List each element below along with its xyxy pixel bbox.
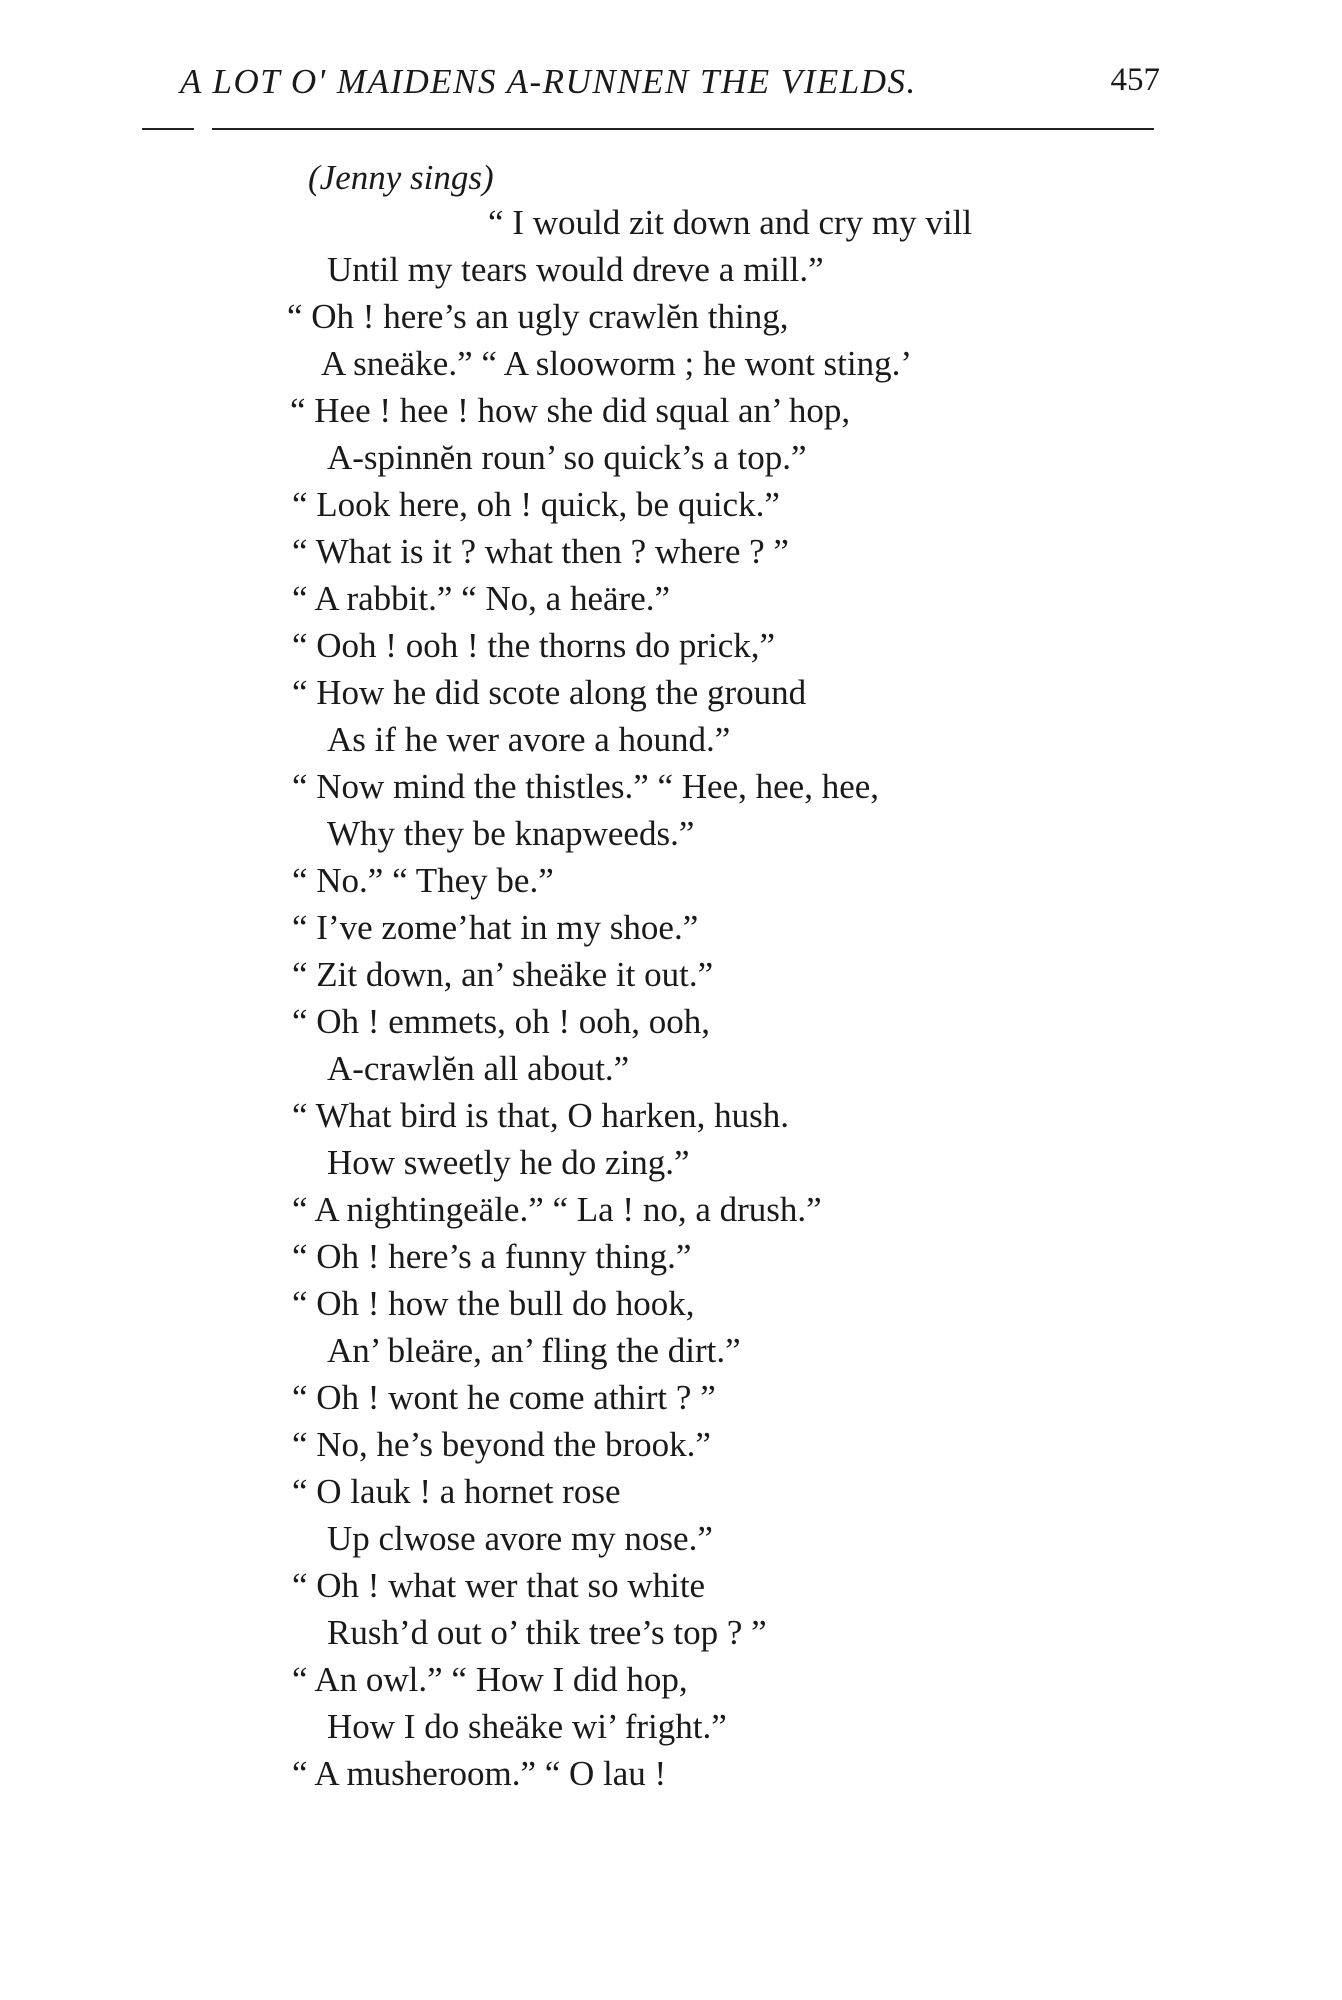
poem-line: “ A nightingeäle.” “ La ! no, a drush.” xyxy=(292,1190,822,1229)
poem-line: A-spinnĕn roun’ so quick’s a top.” xyxy=(327,438,807,477)
poem-line: Rush’d out o’ thik tree’s top ? ” xyxy=(327,1613,767,1652)
poem-line: A sneäke.” “ A slooworm ; he wont sting.’ xyxy=(321,344,913,383)
poem-line: “ No.” “ They be.” xyxy=(292,861,554,900)
poem-line: An’ bleäre, an’ fling the dirt.” xyxy=(327,1331,741,1370)
poem-line: A-crawlĕn all about.” xyxy=(327,1049,630,1088)
page-number: 457 xyxy=(1110,62,1160,98)
header-rule-short xyxy=(142,128,194,130)
poem-line: As if he wer avore a hound.” xyxy=(327,720,731,759)
poem-line: “ Oh ! how the bull do hook, xyxy=(292,1284,695,1323)
running-title: A LOT O' MAIDENS A-RUNNEN THE VIELDS. xyxy=(180,62,917,101)
poem-line: “ Ooh ! ooh ! the thorns do prick,” xyxy=(292,626,776,665)
poem-line: “ I would zit down and cry my vill xyxy=(488,203,973,242)
poem-line: How I do sheäke wi’ fright.” xyxy=(327,1707,727,1746)
poem-line: “ Oh ! here’s a funny thing.” xyxy=(292,1237,692,1276)
poem-line: Why they be knapweeds.” xyxy=(327,814,695,853)
poem-line: Up clwose avore my nose.” xyxy=(327,1519,713,1558)
poem-line: “ A rabbit.” “ No, a heäre.” xyxy=(292,579,671,618)
poem-line: “ O lauk ! a hornet rose xyxy=(292,1472,621,1511)
poem-line: “ Now mind the thistles.” “ Hee, hee, hee, xyxy=(292,767,880,806)
running-head xyxy=(180,62,1160,112)
poem-line: “ What bird is that, O harken, hush. xyxy=(292,1096,790,1135)
poem-line: “ Oh ! what wer that so white xyxy=(292,1566,706,1605)
poem-line: “ I’ve zome’hat in my shoe.” xyxy=(292,908,699,947)
poem-line: “ Hee ! hee ! how she did squal an’ hop, xyxy=(290,391,851,430)
poem-line: “ How he did scote along the ground xyxy=(292,673,807,712)
poem-line: “ Oh ! emmets, oh ! ooh, ooh, xyxy=(292,1002,710,1041)
poem-line: How sweetly he do zing.” xyxy=(327,1143,690,1182)
poem-line: Until my tears would dreve a mill.” xyxy=(327,250,824,289)
stage-direction: (Jenny sings) xyxy=(308,158,494,197)
poem-line: “ An owl.” “ How I did hop, xyxy=(292,1660,688,1699)
header-rule-long xyxy=(212,128,1154,130)
poem-line: “ Oh ! wont he come athirt ? ” xyxy=(292,1378,716,1417)
poem-line: “ Look here, oh ! quick, be quick.” xyxy=(292,485,780,524)
poem-line: “ Zit down, an’ sheäke it out.” xyxy=(292,955,714,994)
poem-line: “ A musheroom.” “ O lau ! xyxy=(292,1754,667,1793)
poem-line: “ No, he’s beyond the brook.” xyxy=(292,1425,711,1464)
poem-line: “ Oh ! here’s an ugly crawlĕn thing, xyxy=(287,297,789,336)
poem-line: “ What is it ? what then ? where ? ” xyxy=(292,532,789,571)
